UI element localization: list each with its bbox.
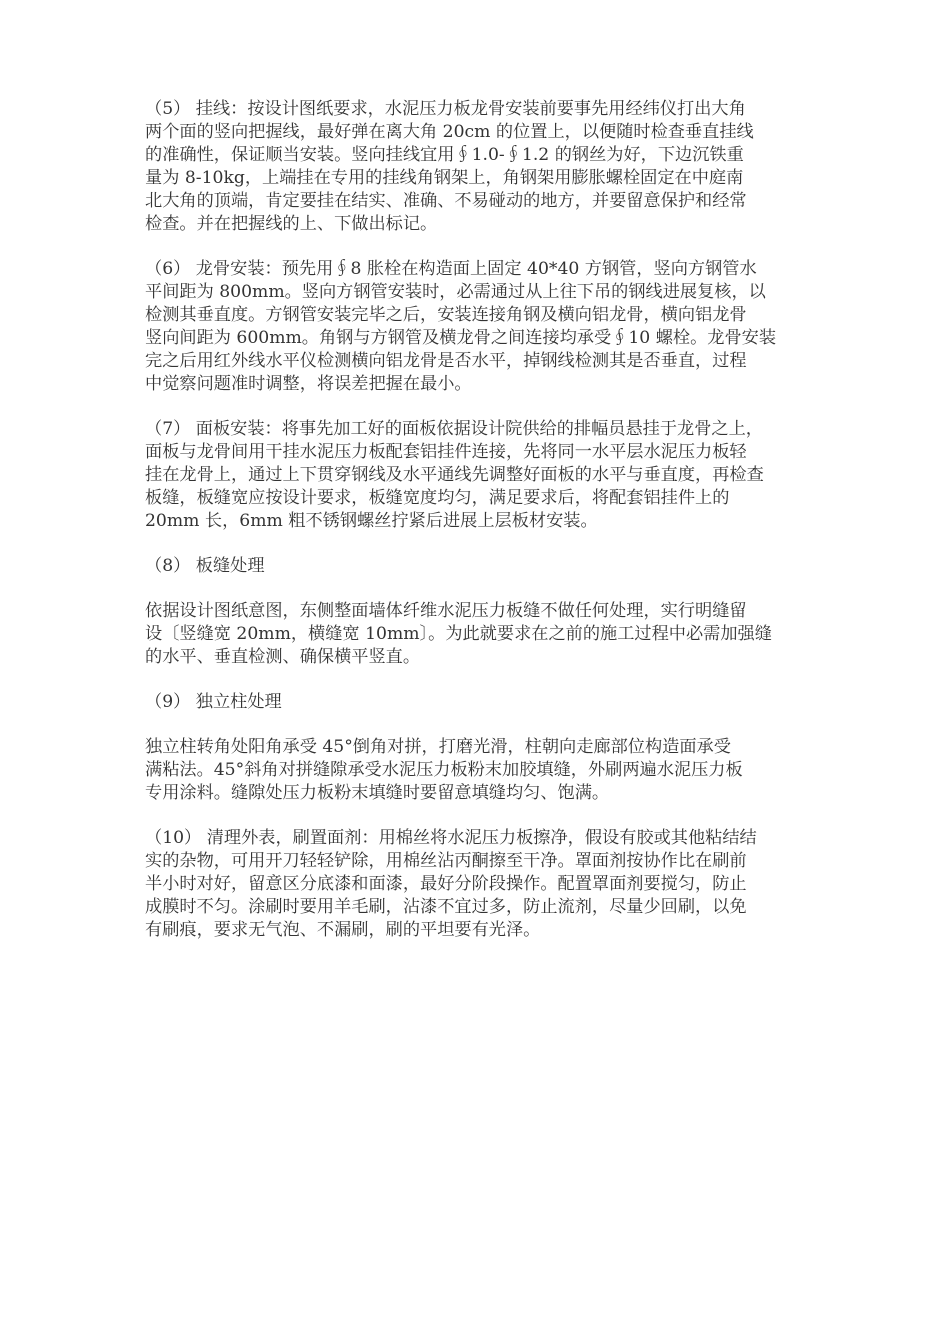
text-line: 北大角的顶端，肯定要挂在结实、准确、不易碰动的地方，并要留意保护和经常 bbox=[145, 191, 747, 211]
text-line: 板缝，板缝宽应按设计要求，板缝宽度均匀，满足要求后，将配套铝挂件上的 bbox=[145, 488, 730, 508]
paragraph-joint-treatment bbox=[145, 600, 817, 669]
text-line: 专用涂料。缝隙处压力板粉末填缝时要留意填缝均匀、饱满。 bbox=[145, 783, 610, 803]
text-line: 满粘法。45°斜角对拼缝隙承受水泥压力板粉末加胶填缝，外刷两遍水泥压力板 bbox=[145, 760, 743, 780]
paragraph-panel-installation bbox=[145, 418, 817, 533]
text-line: （10） 清理外表，刷置面剂：用棉丝将水泥压力板擦净，假设有胶或其他粘结结 bbox=[145, 828, 757, 848]
text-line: （6） 龙骨安装：预先用∮8 胀栓在构造面上固定 40*40 方钢管，竖向方钢管水 bbox=[145, 259, 757, 279]
text-line: 有刷痕，要求无气泡、不漏刷，刷的平坦要有光泽。 bbox=[145, 920, 541, 940]
text-line: 20mm 长，6mm 粗不锈钢螺丝拧紧后进展上层板材安装。 bbox=[145, 511, 598, 531]
text-line: 独立柱转角处阳角承受 45°倒角对拼，打磨光滑，柱朝向走廊部位构造面承受 bbox=[145, 737, 731, 757]
text-line: 实的杂物，可用开刀轻轻铲除，用棉丝沾丙酮擦至干净。罩面剂按协作比在刷前 bbox=[145, 851, 747, 871]
text-line: （5） 挂线：按设计图纸要求，水泥压力板龙骨安装前要事先用经纬仪打出大角 bbox=[145, 99, 746, 119]
text-line: 两个面的竖向把握线，最好弹在离大角 20cm 的位置上，以便随时检查垂直挂线 bbox=[145, 122, 754, 142]
text-line: 的水平、垂直检测、确保横平竖直。 bbox=[145, 647, 421, 667]
document-page bbox=[145, 98, 817, 942]
text-line: 成膜时不匀。涂刷时要用羊毛刷，沾漆不宜过多，防止流剂，尽量少回刷，以免 bbox=[145, 897, 747, 917]
text-line: 检测其垂直度。方钢管安装完毕之后，安装连接角钢及横向铝龙骨，横向铝龙骨 bbox=[145, 305, 747, 325]
text-line: 半小时对好，留意区分底漆和面漆，最好分阶段操作。配置罩面剂要搅匀，防止 bbox=[145, 874, 747, 894]
paragraph-keel-installation bbox=[145, 258, 817, 396]
paragraph-hanging-line bbox=[145, 98, 817, 236]
text-line: 设〔竖缝宽 20mm，横缝宽 10mm〕。为此就要求在之前的施工过程中必需加强缝 bbox=[145, 624, 772, 644]
text-line: 竖向间距为 600mm。角钢与方钢管及横龙骨之间连接均承受∮10 螺栓。龙骨安装 bbox=[145, 328, 777, 348]
text-line: 依据设计图纸意图，东侧整面墙体纤维水泥压力板缝不做任何处理，实行明缝留 bbox=[145, 601, 747, 621]
text-line: 检查。并在把握线的上、下做出标记。 bbox=[145, 214, 438, 234]
text-line: （9） 独立柱处理 bbox=[145, 692, 282, 712]
text-line: （8） 板缝处理 bbox=[145, 556, 265, 576]
text-line: 量为 8-10kg，上端挂在专用的挂线角钢架上，角钢架用膨胀螺栓固定在中庭南 bbox=[145, 168, 744, 188]
paragraph-column-treatment bbox=[145, 736, 817, 805]
text-line: 完之后用红外线水平仪检测横向铝龙骨是否水平，掉钢线检测其是否垂直，过程 bbox=[145, 351, 747, 371]
heading-column-treatment bbox=[145, 691, 817, 714]
paragraph-surface-cleaning bbox=[145, 827, 817, 942]
text-line: 中觉察问题准时调整，将误差把握在最小。 bbox=[145, 374, 472, 394]
text-line: 的准确性，保证顺当安装。竖向挂线宜用∮1.0-∮1.2 的钢丝为好，下边沉铁重 bbox=[145, 145, 744, 165]
text-line: 挂在龙骨上，通过上下贯穿钢线及水平通线先调整好面板的水平与垂直度，再检查 bbox=[145, 465, 764, 485]
text-line: 面板与龙骨间用干挂水泥压力板配套铝挂件连接，先将同一水平层水泥压力板轻 bbox=[145, 442, 747, 462]
text-line: （7） 面板安装：将事先加工好的面板依据设计院供给的排幅员悬挂于龙骨之上， bbox=[145, 419, 763, 439]
heading-joint-treatment bbox=[145, 555, 817, 578]
text-line: 平间距为 800mm。竖向方钢管安装时，必需通过从上往下吊的钢线进展复核，以 bbox=[145, 282, 766, 302]
